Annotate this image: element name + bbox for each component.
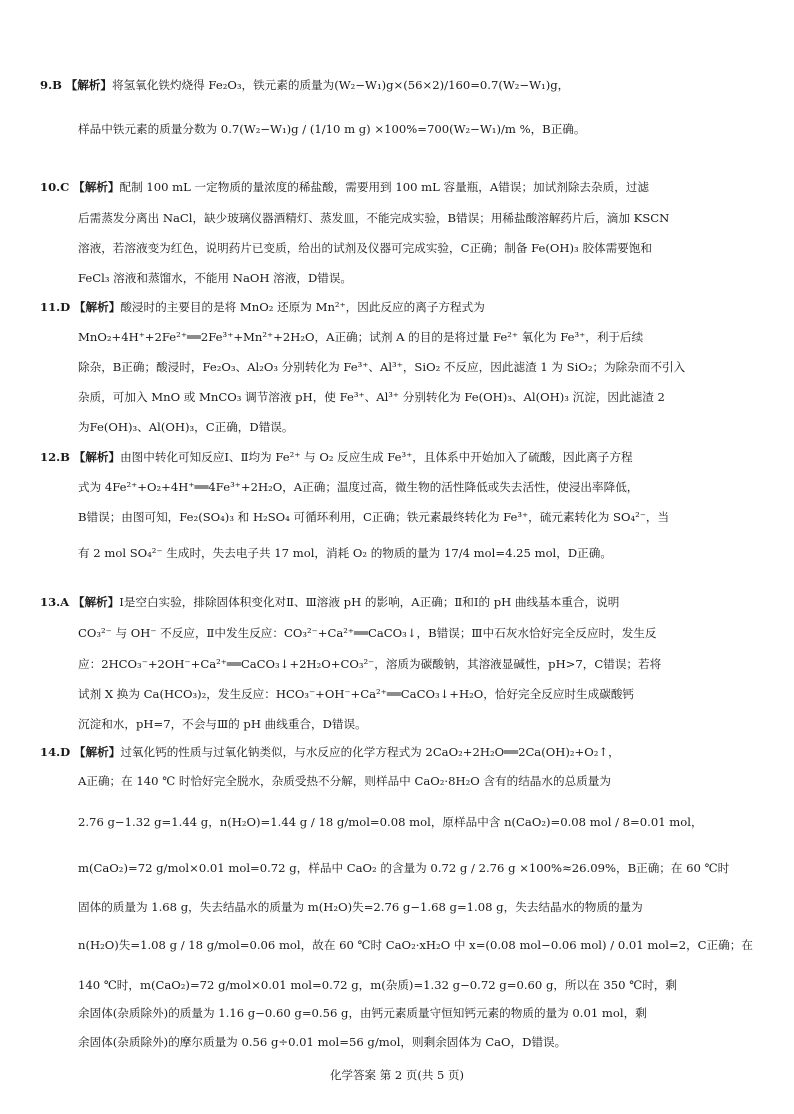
q13-line-2: CO₃²⁻ 与 OH⁻ 不反应，Ⅱ中发生反应：CO₃²⁻+Ca²⁺══CaCO₃↓，B错误；Ⅲ中石灰水恰好完全反应时，发生反: [78, 626, 657, 640]
q13-line-1: [40, 593, 760, 611]
q14-line-5: 固体的质量为 1.68 g，失去结晶水的质量为 m(H₂O)失=2.76 g−1.68 g=1.08 g，失去结晶水的物质的量为: [78, 900, 643, 914]
q11-line-3: 除杂，B正确；酸浸时，Fe₂O₃、Al₂O₃ 分别转化为 Fe³⁺、Al³⁺，SiO₂ 不反应，因此滤渣 1 为 SiO₂；为除杂而不引入: [78, 360, 686, 374]
q10-number: 10.C: [40, 180, 70, 194]
q12-line-2: 式为 4Fe²⁺+O₂+4H⁺══4Fe³⁺+2H₂O，A正确；温度过高，微生物的活性降低或失去活性，使浸出率降低，: [78, 480, 639, 494]
q10-tag: 【解析】: [73, 180, 120, 194]
q13-line-4: 试剂 X 换为 Ca(HCO₃)₂，发生反应：HCO₃⁻+OH⁻+Ca²⁺══CaCO₃↓+H₂O，恰好完全反应时生成碳酸钙: [78, 687, 635, 701]
q11-tag: 【解析】: [73, 300, 121, 314]
q11-line-2: MnO₂+4H⁺+2Fe²⁺══2Fe³⁺+Mn²⁺+2H₂O，A正确；试剂 A 的目的是将过量 Fe²⁺ 氧化为 Fe³⁺，利于后续: [78, 330, 644, 344]
q13-text: Ⅰ是空白实验，排除固体积变化对Ⅱ、Ⅲ溶液 pH 的影响，A正确；Ⅱ和Ⅰ的 pH 曲线基本重合，说明: [119, 595, 620, 609]
q10-line-4: FeCl₃ 溶液和蒸馏水，不能用 NaOH 溶液，D错误。: [78, 271, 353, 285]
q14-line-4: m(CaO₂)=72 g/mol×0.01 mol=0.72 g，样品中 CaO₂ 的含量为 0.72 g / 2.76 g ×100%≈26.09%，B正确；在 60 ℃时: [78, 861, 730, 875]
q10-text: 配制 100 mL 一定物质的量浓度的稀盐酸，需要用到 100 mL 容量瓶，A错误；加试剂除去杂质，过滤: [119, 180, 649, 194]
q10-line-2: 后需蒸发分离出 NaCl，缺少玻璃仪器酒精灯、蒸发皿，不能完成实验，B错误；用稀盐酸溶解药片后，滴加 KSCN: [78, 211, 670, 225]
q12-tag: 【解析】: [73, 450, 121, 464]
q12-text: 由图中转化可知反应Ⅰ、Ⅱ均为 Fe²⁺ 与 O₂ 反应生成 Fe³⁺，且体系中开始加入了硫酸，因此离子方程: [120, 450, 633, 464]
q14-number: 14.D: [40, 745, 71, 759]
q10-line-1: [40, 178, 760, 196]
q14-line-1: [40, 743, 760, 761]
q10-line-3: 溶液，若溶液变为红色，说明药片已变质，给出的试剂及仪器可完成实验，C正确；制备 Fe(OH)₃ 胶体需要饱和: [78, 241, 652, 255]
q14-tag: 【解析】: [73, 745, 121, 759]
q14-line-2: A正确；在 140 ℃ 时恰好完全脱水，杂质受热不分解，则样品中 CaO₂·8H₂O 含有的结晶水的总质量为: [78, 774, 611, 788]
q14-line-6: n(H₂O)失=1.08 g / 18 g/mol=0.06 mol，故在 60 ℃时 CaO₂·xH₂O 中 x=(0.08 mol−0.06 mol) / 0.01 mol=2，C正确；在: [78, 938, 753, 952]
q13-line-3: 应：2HCO₃⁻+2OH⁻+Ca²⁺══CaCO₃↓+2H₂O+CO₃²⁻，溶质为碳酸钠，其溶液显碱性，pH>7，C错误；若将: [78, 657, 662, 671]
q14-line-3: 2.76 g−1.32 g=1.44 g，n(H₂O)=1.44 g / 18 g/mol=0.08 mol，原样品中含 n(CaO₂)=0.08 mol / 8=0.01 mol，: [78, 815, 703, 829]
q13-line-5: 沉淀和水，pH=7，不会与Ⅲ的 pH 曲线重合，D错误。: [78, 717, 367, 731]
q11-text: 酸浸时的主要目的是将 MnO₂ 还原为 Mn²⁺，因此反应的离子方程式为: [120, 300, 485, 314]
q9-number: 9.B: [40, 78, 62, 92]
q11-line-4: 杂质，可加入 MnO 或 MnCO₃ 调节溶液 pH，使 Fe³⁺、Al³⁺ 分别转化为 Fe(OH)₃、Al(OH)₃ 沉淀，因此滤渣 2: [78, 390, 665, 404]
q11-line-5: 为Fe(OH)₃、Al(OH)₃，C正确，D错误。: [78, 420, 294, 434]
q12-number: 12.B: [40, 450, 70, 464]
q11-number: 11.D: [40, 300, 71, 314]
q9-text: 将氢氧化铁灼烧得 Fe₂O₃，铁元素的质量为(W₂−W₁)g×(56×2)/160=0.7(W₂−W₁)g，: [111, 78, 570, 92]
q9-line-1: [40, 76, 760, 94]
q12-line-3: B错误；由图可知，Fe₂(SO₄)₃ 和 H₂SO₄ 可循环利用，C正确；铁元素最终转化为 Fe³⁺，硫元素转化为 SO₄²⁻，当: [78, 510, 670, 524]
q12-line-4: 有 2 mol SO₄²⁻ 生成时，失去电子共 17 mol，消耗 O₂ 的物质的量为 17/4 mol=4.25 mol，D正确。: [78, 546, 612, 560]
q9-line-2: 样品中铁元素的质量分数为 0.7(W₂−W₁)g / (1/10 m g) ×100%=700(W₂−W₁)/m %，B正确。: [78, 122, 586, 136]
q14-line-7: 140 ℃时，m(CaO₂)=72 g/mol×0.01 mol=0.72 g，m(杂质)=1.32 g−0.72 g=0.60 g，所以在 350 ℃时，剩: [78, 978, 677, 992]
q14-line-9: 余固体(杂质除外)的摩尔质量为 0.56 g÷0.01 mol=56 g/mol，则剩余固体为 CaO，D错误。: [78, 1035, 567, 1049]
q12-line-1: [40, 448, 760, 466]
q11-line-1: [40, 298, 760, 316]
q13-number: 13.A: [40, 595, 70, 609]
page-footer: 化学答案 第 2 页(共 5 页): [330, 1068, 464, 1082]
q13-tag: 【解析】: [72, 595, 120, 609]
q14-text: 过氧化钙的性质与过氧化钠类似，与水反应的化学方程式为 2CaO₂+2H₂O══2Ca(OH)₂+O₂↑，: [120, 745, 620, 759]
q14-line-8: 余固体(杂质除外)的质量为 1.16 g−0.60 g=0.56 g，由钙元素质量守恒知钙元素的物质的量为 0.01 mol，剩: [78, 1006, 647, 1020]
q9-tag: 【解析】: [65, 78, 112, 92]
